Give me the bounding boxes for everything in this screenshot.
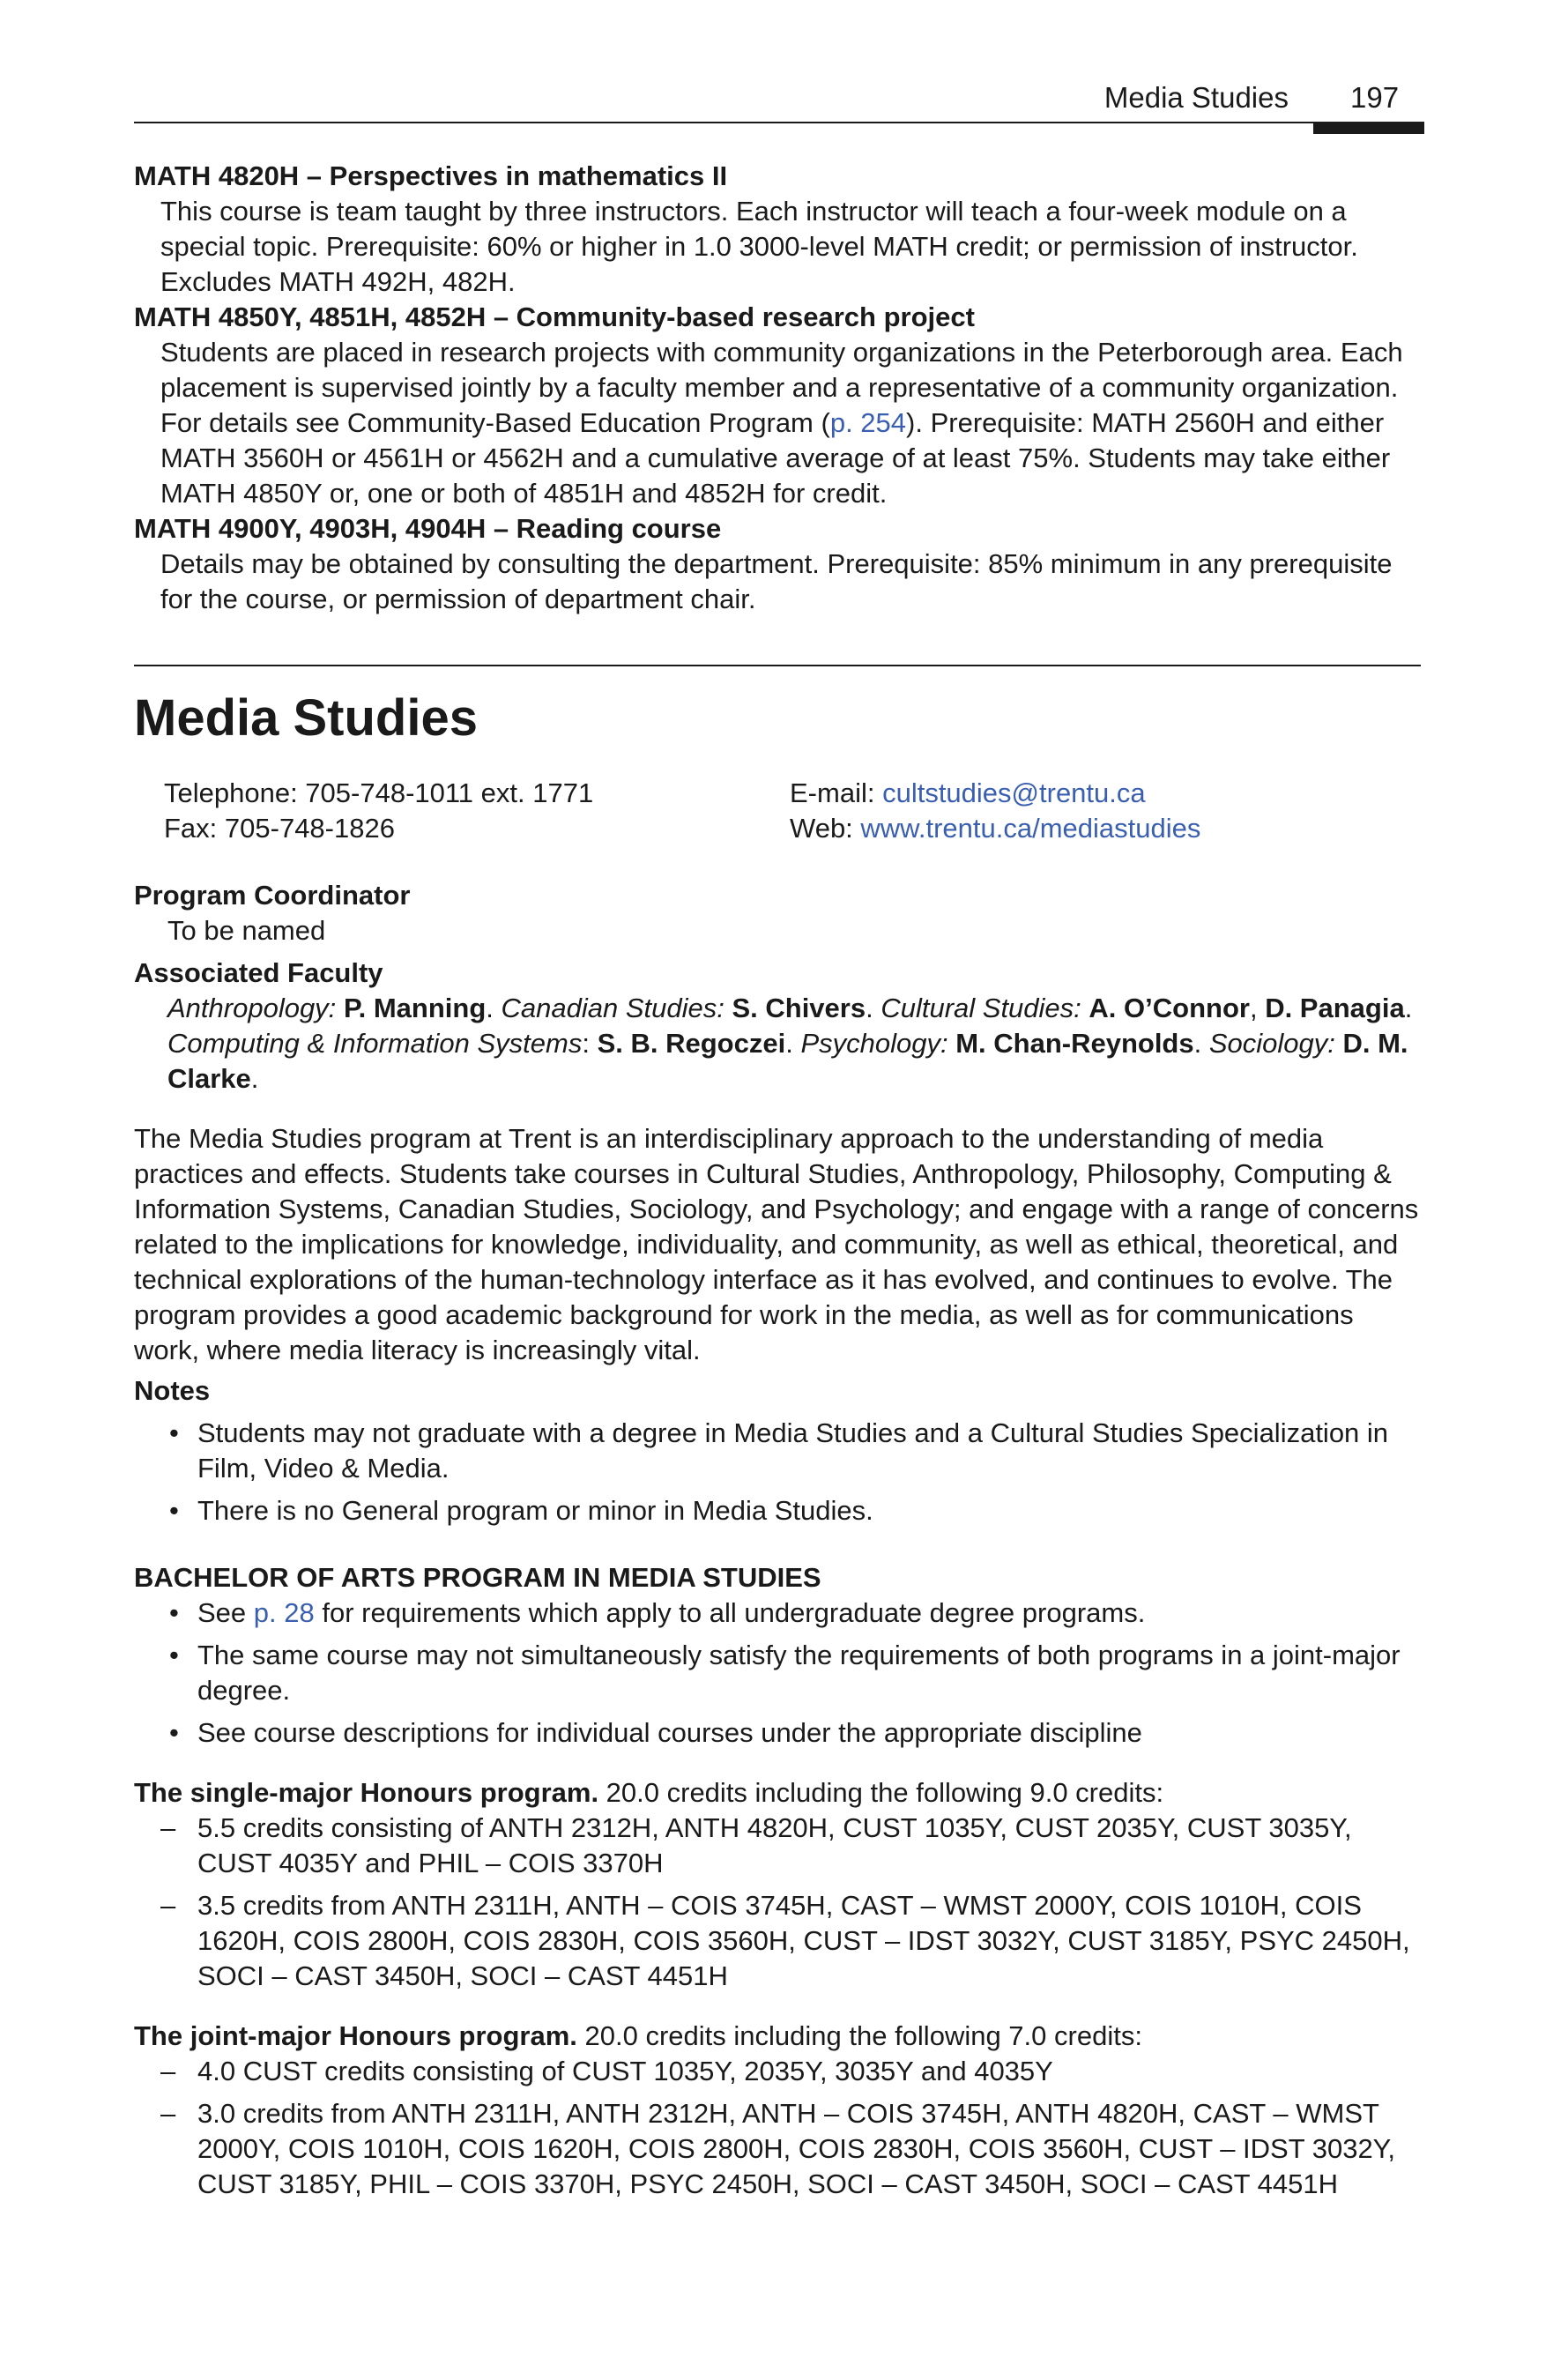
program-intro: The Media Studies program at Trent is an interdisciplinary approach to the understanding of media practices and effects. Students take courses in Cultural Studies, Anthropology, Philosophy, Computing & Information Systems, Canadian Studies, Sociology, and Psychology; and engage with a range of concerns related to the implications for knowledge, individuality, and community, as well as ethical, theoretical, and technical explorations of the human-technology interface as it has evolved, and continues to evolve. The program provides a good academic background for work in the media, as well as for communications work, where media literacy is increasingly vital. <box>134 1123 1419 1365</box>
list-item: • Students may not graduate with a degree in Media Studies and a Cultural Studies Specialization in Film, Video & Media. <box>134 1416 1421 1486</box>
list-item: • See course descriptions for individual courses under the appropriate discipline <box>134 1715 1421 1751</box>
list-item-text: for requirements which apply to all undergraduate degree programs. <box>314 1597 1146 1628</box>
faculty-name: A. O’Connor <box>1089 993 1250 1023</box>
notes-label: Notes <box>134 1375 211 1406</box>
list-item: • The same course may not simultaneously satisfy the requirements of both programs in a joint-major degree. <box>134 1638 1421 1708</box>
single-major-list <box>134 1811 1421 1994</box>
single-major-program <box>134 1775 1421 1811</box>
email-label: E-mail: <box>790 777 883 808</box>
faculty-dept: Computing & Information Systems <box>167 1028 583 1059</box>
faculty-dept: Cultural Studies: <box>881 993 1081 1023</box>
course-description-text: ). Prerequisite: MATH 2560H and either MATH 3560H or 4561H or 4562H and a cumulative average of at least 75%. Students may take either MATH 4850Y or, one or both of 4851H and 4852H for credit. <box>160 407 1391 509</box>
list-item: – 4.0 CUST credits consisting of CUST 1035Y, 2035Y, 3035Y and 4035Y <box>134 2054 1421 2089</box>
program-text: 20.0 credits including the following 9.0 credits: <box>598 1777 1164 1808</box>
email-line <box>790 776 1421 811</box>
faculty-name: S. Chivers <box>732 993 866 1023</box>
course-description-text: Students are placed in research projects with community organizations in the Peterborough area. Each placement is supervised jointly by a faculty member and a representative of a community organization. For details see Community-Based Education Program ( <box>160 337 1403 438</box>
contact-info <box>134 776 1421 846</box>
joint-major-list <box>134 2054 1421 2202</box>
faculty-name: M. Chan-Reynolds <box>955 1028 1194 1059</box>
page-link[interactable]: p. 254 <box>829 407 907 438</box>
faculty-dept: Psychology: <box>800 1028 948 1059</box>
section-title: Media Studies <box>134 689 478 747</box>
section-divider <box>134 665 1421 666</box>
ba-list <box>134 1595 1421 1751</box>
list-item-text: See <box>197 1597 254 1628</box>
program-label: The joint-major Honours program. <box>134 2020 577 2051</box>
program-text: 20.0 credits including the following 7.0 credits: <box>576 2020 1142 2051</box>
faculty-dept: Anthropology: <box>167 993 337 1023</box>
coordinator-value: To be named <box>167 915 326 946</box>
course-description: This course is team taught by three instructors. Each instructor will teach a four-week module on a special topic. Prerequisite: 60% or higher in 1.0 3000-level MATH credit; or permission of instructor. Excludes MATH 492H, 482H. <box>160 196 1358 297</box>
course-description: Details may be obtained by consulting the department. Prerequisite: 85% minimum in any prerequisite for the course, or permission of department chair. <box>160 548 1393 614</box>
faculty-label: Associated Faculty <box>134 957 383 988</box>
notes-list <box>134 1416 1421 1528</box>
coordinator-label: Program Coordinator <box>134 880 411 911</box>
course-title: MATH 4820H – Perspectives in mathematics II <box>134 160 728 191</box>
faculty-name: D. M. Clarke <box>167 1028 1408 1094</box>
list-item: – 5.5 credits consisting of ANTH 2312H, ANTH 4820H, CUST 1035Y, CUST 2035Y, CUST 3035Y, CUST 4035Y and PHIL – COIS 3370H <box>134 1811 1421 1881</box>
telephone: Telephone: 705-748-1011 ext. 1771 <box>164 777 594 808</box>
faculty-name: D. Panagia <box>1265 993 1405 1023</box>
page-number: 197 <box>1350 81 1400 114</box>
content <box>134 159 1421 2209</box>
list-item: – 3.5 credits from ANTH 2311H, ANTH – COIS 3745H, CAST – WMST 2000Y, COIS 1010H, COIS 1620H, COIS 2800H, COIS 2830H, COIS 3560H, CUST – IDST 3032Y, CUST 3185Y, PSYC 2450H, SOCI – CAST 3450H, SOCI – CAST 4451H <box>134 1888 1421 1994</box>
course-title: MATH 4900Y, 4903H, 4904H – Reading course <box>134 513 722 544</box>
page-number-tab <box>1313 122 1424 134</box>
header-rule <box>134 122 1421 123</box>
faculty-name: P. Manning <box>343 993 487 1023</box>
list-item <box>134 1595 1421 1631</box>
faculty-dept: Sociology: <box>1208 1028 1335 1059</box>
ba-heading: BACHELOR OF ARTS PROGRAM IN MEDIA STUDIES <box>134 1562 821 1593</box>
faculty-name: S. B. Regoczei <box>597 1028 786 1059</box>
faculty-list: Anthropology: P. Manning. Canadian Studies: S. Chivers. Cultural Studies: A. O’Connor, D. Panagia. Computing & Information Systems: S. B. Regoczei. Psychology: M. Chan-Reynolds. Sociology: D. M. Clarke. <box>167 993 1413 1094</box>
web-line <box>790 811 1421 846</box>
program-label: The single-major Honours program. <box>134 1777 599 1808</box>
list-item: • There is no General program or minor in Media Studies. <box>134 1493 1421 1528</box>
course-title: MATH 4850Y, 4851H, 4852H – Community-based research project <box>134 301 975 332</box>
faculty-dept: Canadian Studies: <box>501 993 724 1023</box>
web-label: Web: <box>790 813 861 844</box>
list-item: – 3.0 credits from ANTH 2311H, ANTH 2312H, ANTH – COIS 3745H, ANTH 4820H, CAST – WMST 2000Y, COIS 1010H, COIS 1620H, COIS 2800H, COIS 2830H, COIS 3560H, CUST – IDST 3032Y, CUST 3185Y, PHIL – COIS 3370H, PSYC 2450H, SOCI – CAST 3450H, SOCI – CAST 4451H <box>134 2096 1421 2202</box>
email-link[interactable]: cultstudies@trentu.ca <box>882 777 1146 808</box>
joint-major-program <box>134 2019 1421 2054</box>
web-link[interactable]: www.trentu.ca/mediastudies <box>860 813 1201 844</box>
page-link[interactable]: p. 28 <box>253 1597 315 1628</box>
running-header-section: Media Studies <box>1103 81 1289 114</box>
fax: Fax: 705-748-1826 <box>164 813 395 844</box>
running-header <box>1104 81 1421 115</box>
course-description <box>134 335 1421 511</box>
